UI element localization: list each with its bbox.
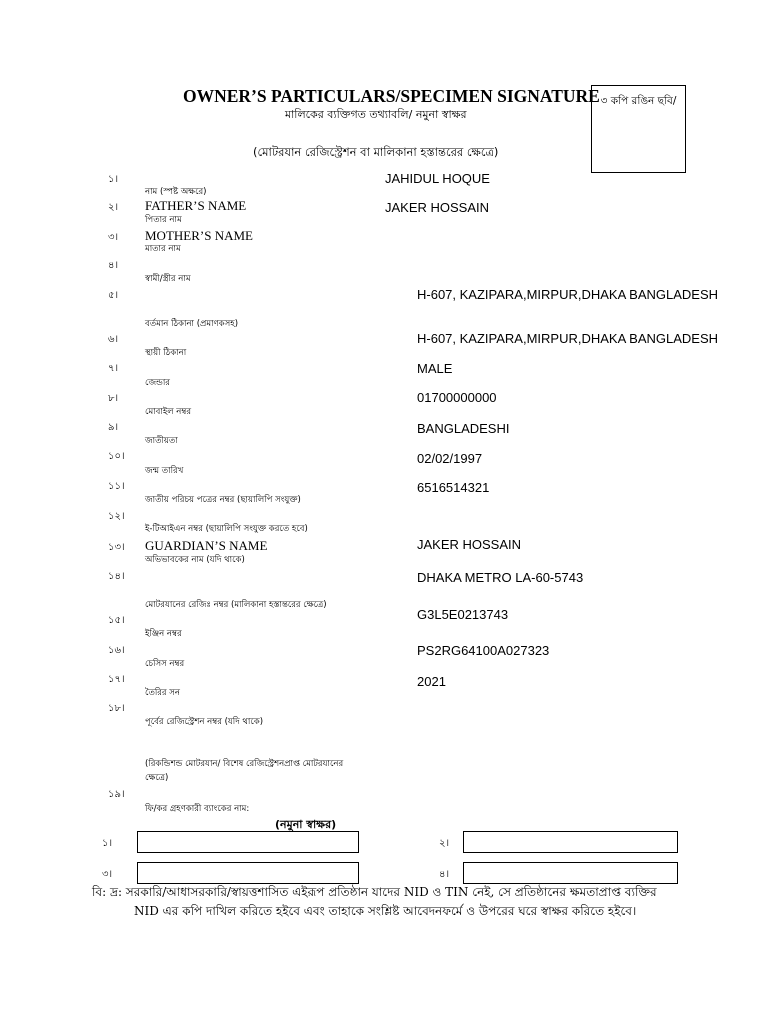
- field-number: ১৮।: [108, 703, 125, 714]
- field-value-present-address: H-607, KAZIPARA,MIRPUR,DHAKA BANGLADESH: [417, 287, 719, 302]
- field-value-engine-number: G3L5E0213743: [417, 607, 509, 622]
- footer-note-line1: বি: দ্র: সরকারি/আধাসরকারি/স্বায়ত্তশাসিত এইরূপ প্রতিষ্ঠান যাদের NID ও TIN নেই, সে প্রতিষ্ঠানের ক্ষমতাপ্রাপ্ত ব্যক্তির: [92, 885, 657, 899]
- field-value-chassis-number: PS2RG64100A027323: [417, 643, 550, 658]
- field-label-gender: জেন্ডার: [145, 378, 170, 388]
- field-number: ১১।: [108, 481, 125, 492]
- signature-box-1[interactable]: [137, 831, 359, 853]
- field-label-en-fathers-name: FATHER’S NAME: [145, 198, 247, 213]
- field-label-chassis-number: চেসিস নম্বর: [145, 659, 185, 669]
- field-value-mobile: 01700000000: [417, 390, 497, 405]
- field-number: ১২।: [108, 511, 125, 522]
- field-label-etin: ই-টিআইএন নম্বর (ছায়ালিপি সংযুক্ত করতে হবে): [145, 524, 308, 534]
- field-value-dob: 02/02/1997: [417, 451, 483, 466]
- field-number: ৪।: [108, 260, 119, 271]
- field-number: ৬।: [108, 334, 119, 345]
- field-label-spouse-name: স্বামী/স্ত্রীর নাম: [145, 274, 191, 284]
- field-number: ১।: [108, 174, 119, 185]
- field-label-en-guardians-name: GUARDIAN’S NAME: [145, 538, 268, 553]
- form-scope-note: (মোটরযান রেজিস্ট্রেশন বা মালিকানা হস্তান্তরের ক্ষেত্রে): [253, 145, 499, 159]
- field-value-gender: MALE: [417, 361, 453, 376]
- field-label-manufacture-year: তৈরির সন: [145, 688, 180, 698]
- signature-box-2[interactable]: [463, 831, 678, 853]
- field-label-name: নাম (স্পষ্ট অক্ষরে): [145, 187, 207, 197]
- field-value-registration-number: DHAKA METRO LA-60-5743: [417, 570, 584, 585]
- field-label-permanent-address: স্থায়ী ঠিকানা: [145, 348, 187, 358]
- field-number: ২।: [108, 202, 119, 213]
- form-title: OWNER’S PARTICULARS/SPECIMEN SIGNATURE: [183, 86, 600, 106]
- field-number: ১৭।: [108, 674, 125, 685]
- field-number: ১৫।: [108, 615, 125, 626]
- field-value-nationality: BANGLADESHI: [417, 421, 510, 436]
- field-label-engine-number: ইঞ্জিন নম্বর: [145, 629, 182, 639]
- field-label-en-mothers-name: MOTHER’S NAME: [145, 228, 253, 243]
- field-number: ৭।: [108, 363, 119, 374]
- signature-box-4[interactable]: [463, 862, 678, 884]
- field-note-reconditioned-cont: ক্ষেত্রে): [145, 773, 169, 783]
- field-number: ১৬।: [108, 645, 125, 656]
- specimen-signature-title: (নমুনা স্বাক্ষর): [275, 818, 337, 831]
- field-value-nid: 6516514321: [417, 480, 490, 495]
- field-number: ১৯।: [108, 789, 125, 800]
- field-label-guardians-name: অভিভাবকের নাম (যদি থাকে): [145, 555, 245, 565]
- field-value-manufacture-year: 2021: [417, 674, 446, 689]
- field-label-mobile: মোবাইল নম্বর: [145, 407, 192, 417]
- field-label-previous-registration: পূর্বের রেজিস্ট্রেশন নম্বর (যদি থাকে): [145, 717, 264, 727]
- field-label-mothers-name: মাতার নাম: [145, 244, 181, 254]
- field-label-nationality: জাতীয়তা: [145, 436, 178, 446]
- signature-number-2: ২।: [439, 838, 450, 849]
- signature-number-4: ৪।: [439, 869, 450, 880]
- field-number: ১৩।: [108, 542, 125, 553]
- field-number: ১৪।: [108, 571, 125, 582]
- field-label-present-address: বর্তমান ঠিকানা (প্রমাণকসহ): [145, 319, 239, 329]
- field-value-guardians-name: JAKER HOSSAIN: [417, 537, 522, 552]
- field-value-permanent-address: H-607, KAZIPARA,MIRPUR,DHAKA BANGLADESH: [417, 331, 719, 346]
- signature-number-1: ১।: [102, 838, 113, 849]
- field-value-name: JAHIDUL HOQUE: [385, 171, 490, 186]
- field-number: ১০।: [108, 451, 125, 462]
- field-number: ৮।: [108, 393, 119, 404]
- form-subtitle: মালিকের ব্যক্তিগত তথ্যাবলি/ নমুনা স্বাক্ষর: [285, 108, 467, 121]
- photo-box: [591, 85, 686, 173]
- photo-label: ৩ কপি রঙিন ছবি/: [600, 95, 677, 107]
- signature-box-3[interactable]: [137, 862, 359, 884]
- field-number: ৫।: [108, 290, 119, 301]
- field-label-dob: জন্ম তারিখ: [145, 466, 184, 476]
- field-label-fathers-name: পিতার নাম: [145, 215, 182, 225]
- field-label-registration-number: মোটরযানের রেজিঃ নম্বর (মালিকানা হস্তান্তরের ক্ষেত্রে): [145, 600, 327, 610]
- field-number: ৩।: [108, 232, 119, 243]
- field-number: ৯।: [108, 422, 119, 433]
- field-label-bank-name: ফি/কর গ্রহণকারী ব্যাংকের নাম:: [145, 804, 250, 814]
- field-note-reconditioned: (রিকন্ডিশন্ড মোটরযান/ বিশেষ রেজিস্ট্রেশনপ্রাপ্ত মোটরযানের: [145, 759, 344, 769]
- field-label-nid: জাতীয় পরিচয় পত্রের নম্বর (ছায়ালিপি সংযুক্ত): [145, 495, 301, 505]
- footer-note-line2: NID এর কপি দাখিল করিতে হইবে এবং তাহাকে সংশ্লিষ্ট আবেদনফর্মে ও উপরের ঘরে স্বাক্ষর করিতে হইবে।: [134, 904, 637, 918]
- signature-number-3: ৩।: [102, 869, 113, 880]
- field-value-fathers-name: JAKER HOSSAIN: [385, 200, 490, 215]
